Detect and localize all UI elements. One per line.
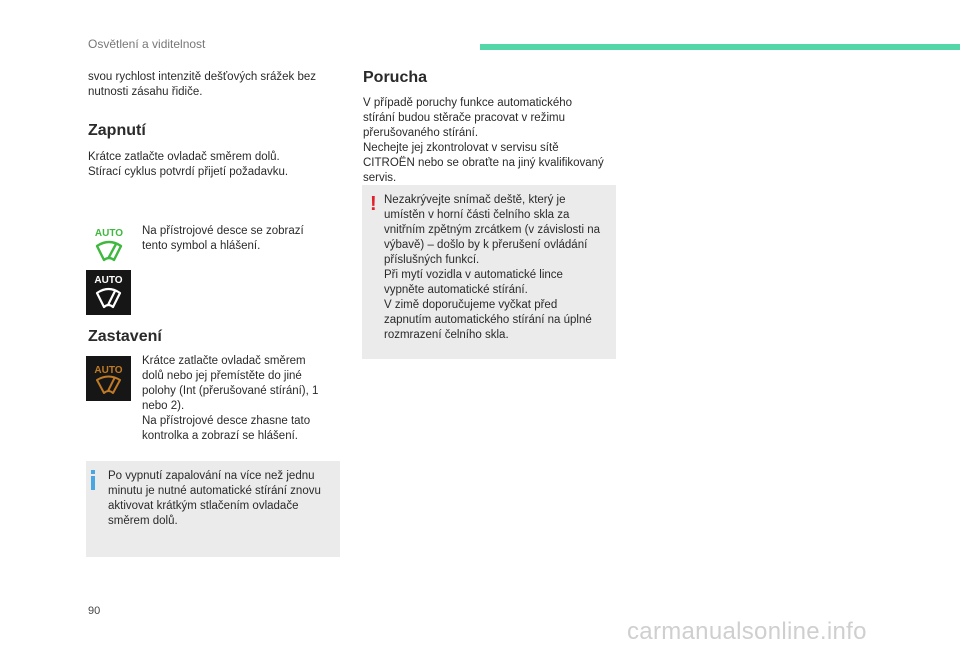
auto-wiper-green-icon [87,224,131,268]
section-title: Osvětlení a viditelnost [88,37,206,51]
auto-label-white: AUTO [94,275,123,286]
auto-wiper-off-icon [86,356,131,401]
warning-box-text: Nezakrývejte snímač deště, který je umístěn v horní části čelního skla za vnitřním zpětným zrcátkem (v závislosti na výbavě) – došlo by k přerušení ovládání příslušných funkcí. Při mytí vozidla v automatické lince vypněte automatické stírání. V zimě doporučujeme vyčkat před zapnutím automatického stírání na úplné rozmrazení čelního skla. [384,194,601,341]
zapnuti-text: Krátce zatlačte ovladač směrem dolů. Stírací cyklus potvrdí přijetí požadavku. [88,151,289,178]
zapnuti-icon-text: Na přístrojové desce se zobrazí tento symbol a hlášení. [142,225,304,252]
page-number: 90 [88,605,101,617]
auto-wiper-display-icon [86,270,131,315]
auto-label-amber: AUTO [94,365,123,376]
warning-icon: ! [370,193,377,215]
info-box-text: Po vypnutí zapalování na více než jednu minutu je nutné automatické stírání znovu aktivovat krátkým stlačením ovladače směrem dolů. [108,470,321,527]
intro-text: svou rychlost intenzitě dešťových srážek bez nutnosti zásahu řidiče. [88,71,317,98]
zastaveni-heading: Zastavení [88,328,162,345]
watermark: carmanualsonline.info [627,618,867,645]
auto-label-green: AUTO [94,228,124,239]
porucha-heading: Porucha [363,69,428,86]
zapnuti-heading: Zapnutí [88,122,146,139]
header-accent-bar [480,44,960,50]
porucha-text: V případě poruchy funkce automatického stírání budou stěrače pracovat v režimu přerušovaného stírání. Nechejte jej zkontrolovat v servisu sítě CITROËN nebo se obraťte na jiný kvalifikovaný servis. [363,97,604,184]
info-icon [91,470,95,490]
zastaveni-text: Krátce zatlačte ovladač směrem dolů nebo jej přemístěte do jiné polohy (Int (přerušované stírání), 1 nebo 2). Na přístrojové desce zhasne tato kontrolka a zobrazí se hlášení. [142,355,319,442]
